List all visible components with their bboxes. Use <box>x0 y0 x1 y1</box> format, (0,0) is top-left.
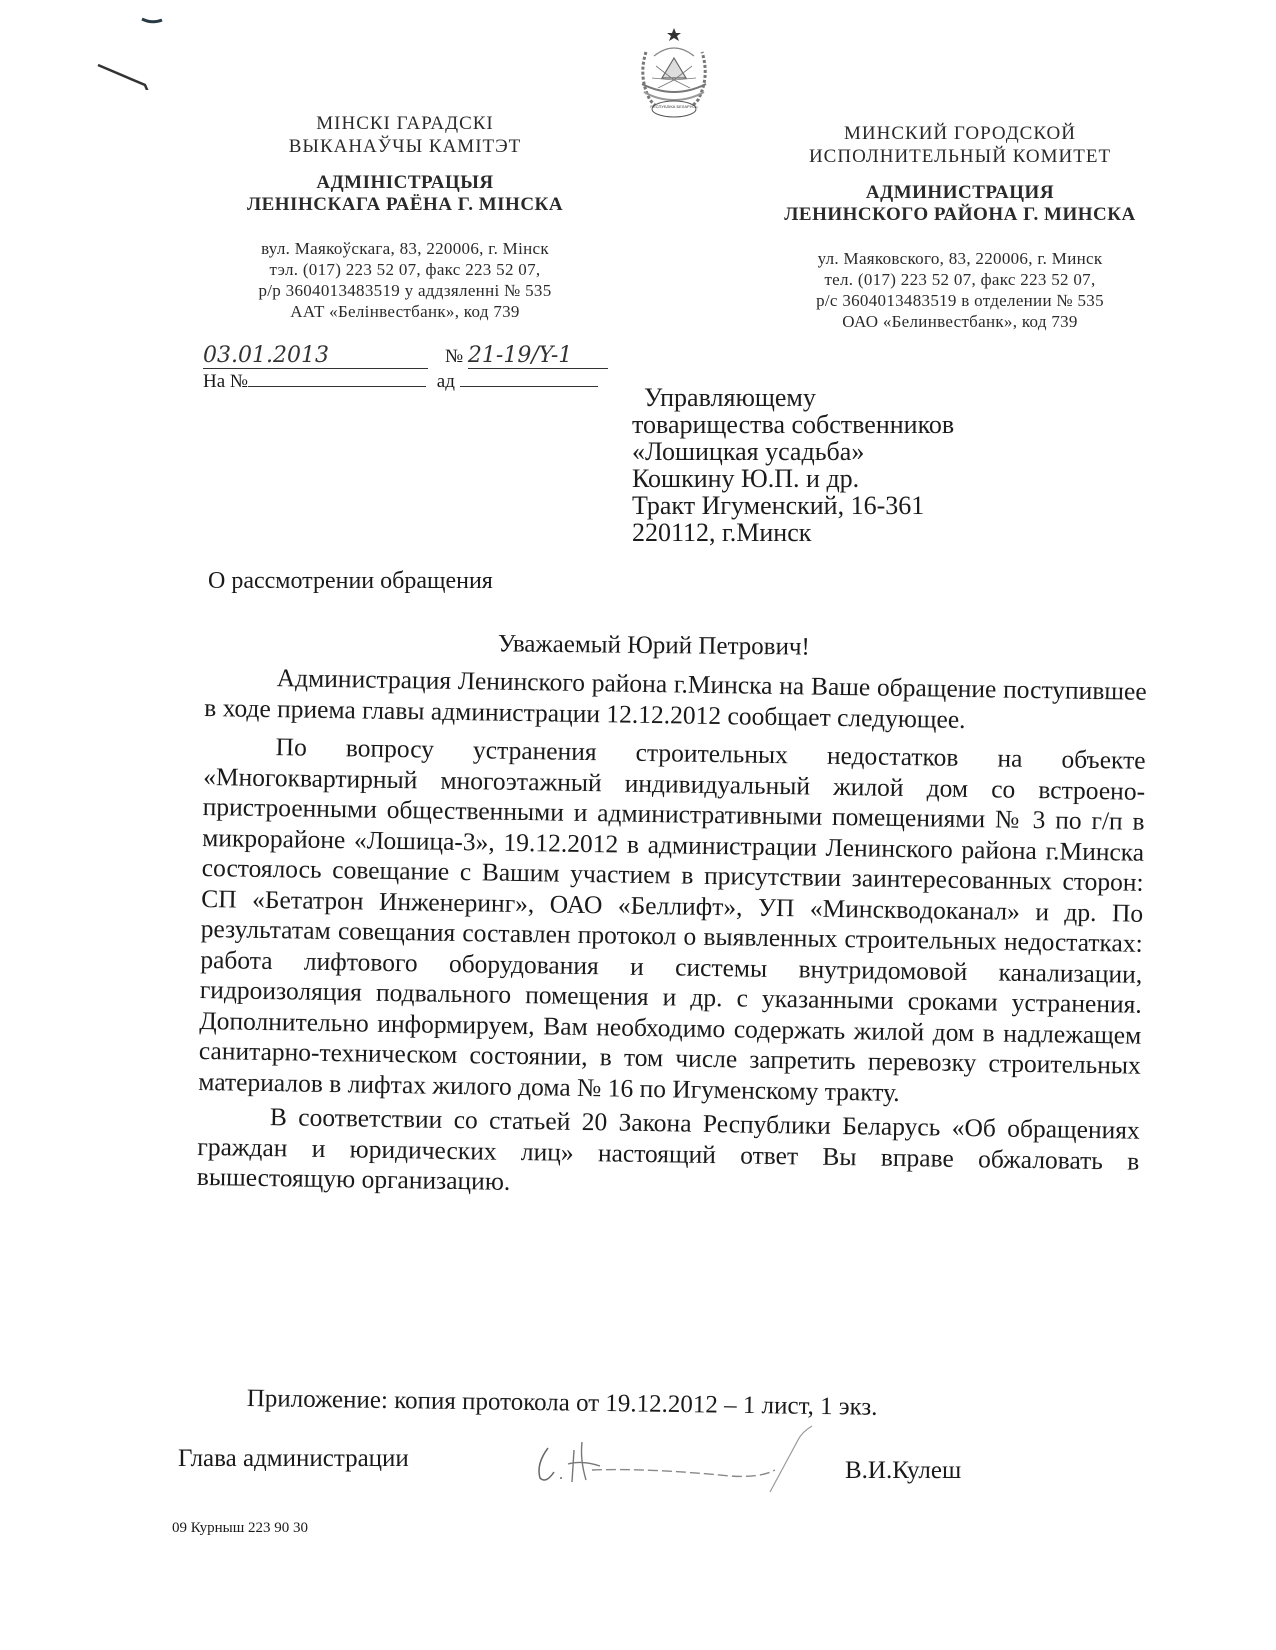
registration-number-label: № <box>445 346 464 367</box>
paragraph: В соответствии со статьей 20 Закона Республики Беларусь «Об обращениях граждан и юридических лиц» настоящий ответ Вы вправе обжаловать в вышестоящую организацию. <box>196 1102 1140 1196</box>
recipient-line: «Лошицкая усадьба» <box>632 437 865 466</box>
paragraph: Администрация Ленинского района г.Минска на Ваше обращение поступившее в ходе приема главы администрации 12.12.2012 сообщает следующее. <box>204 663 1147 734</box>
executor-info: 09 Курныш 223 90 30 <box>172 1520 309 1536</box>
header-right-committee-2: ИСПОЛНИТЕЛЬНЫЙ КОМИТЕТ <box>808 146 1112 167</box>
header-left <box>210 112 600 322</box>
attachment-line: Приложение: копия протокола от 19.12.2012 – 1 лист, 1 экз. <box>246 1385 878 1421</box>
recipient-line: Кошкину Ю.П. и др. <box>632 464 860 493</box>
recipient-line: Управляющему <box>644 383 816 412</box>
registration-number-field <box>445 343 608 369</box>
header-right <box>760 122 1160 332</box>
header-right-address-3: р/с 3604013483519 в отделении № 535 <box>816 291 1104 310</box>
header-left-address-4: ААТ «Белінвестбанк», код 739 <box>290 302 520 321</box>
reply-number-label: На № <box>203 371 249 392</box>
subject-line: О рассмотрении обращения <box>208 568 493 594</box>
header-left-committee-2: ВЫКАНАЎЧЫ КАМІТЭТ <box>288 136 522 157</box>
header-left-address-1: вул. Маякоўскага, 83, 220006, г. Мінск <box>261 239 549 258</box>
header-left-admin-1: АДМІНІСТРАЦЫЯ <box>316 172 494 193</box>
signer-name: В.И.Кулеш <box>845 1457 962 1484</box>
header-left-committee-1: МІНСКІ ГАРАДСКІ <box>316 113 494 134</box>
header-right-address-2: тел. (017) 223 52 07, факс 223 52 07, <box>824 270 1096 289</box>
crest-label: РЕСПУБЛІКА БЕЛАРУСЬ <box>650 104 698 109</box>
header-right-address-4: ОАО «Белинвестбанк», код 739 <box>842 312 1078 331</box>
coat-of-arms-icon <box>628 22 720 122</box>
recipient-line: 220112, г.Минск <box>632 518 812 547</box>
registration-date-field <box>203 343 428 369</box>
recipient-line: Тракт Игуменский, 16-361 <box>632 491 925 520</box>
salutation: Уважаемый Юрий Петрович! <box>497 630 810 661</box>
signer-position: Глава администрации <box>178 1445 409 1472</box>
paragraph: По вопросу устранения строительных недостатков на объекте «Многоквартирный многоэтажный индивидуальный жилой дом со встроено-пристроенными общественными и административными помещениями № 3 по г/п в микрорайоне «Лошица-3», 19.12.2012 в администрации Ленинского района г.Минска состоялось совещание с Вашим участием в присутствии заинтересованных сторон: СП «Бетатрон Инженеринг», ОАО «Беллифт», УП «Минскводоканал» и др. По результатам совещания составлен протокол о выявленных строительных недостатках: работа лифтового оборудования и системы внутридомовой канализации, гидроизоляция подвального помещения и др. с указанными сроками устранения. Дополнительно информируем, Вам необходимо содержать жилой дом в надлежащем санитарно-техническом состоянии, в том числе запретить перевозку строительных материалов в лифтах жилого дома № 16 по Игуменскому тракту. <box>198 732 1146 1107</box>
registration-date: 03.01.2013 <box>203 343 428 369</box>
header-left-address-3: р/р 3604013483519 у аддзяленні № 535 <box>258 281 552 300</box>
registration-number: 21-19/Y-1 <box>468 343 608 369</box>
reply-from-label: ад <box>436 371 455 392</box>
header-right-admin-1: АДМИНИСТРАЦИЯ <box>865 182 1055 203</box>
handwritten-signature <box>530 1420 830 1500</box>
header-right-committee-1: МИНСКИЙ ГОРОДСКОЙ <box>844 123 1076 144</box>
recipient-line: товарищества собственников <box>632 410 955 439</box>
header-right-admin-2: ЛЕНИНСКОГО РАЙОНА Г. МИНСКА <box>784 204 1136 225</box>
recipient-block <box>632 384 954 546</box>
header-left-address-2: тэл. (017) 223 52 07, факс 223 52 07, <box>269 260 541 279</box>
header-right-address-1: ул. Маяковского, 83, 220006, г. Минск <box>817 249 1103 268</box>
reply-reference-field <box>203 368 598 393</box>
header-left-admin-2: ЛЕНІНСКАГА РАЁНА Г. МІНСКА <box>246 194 564 215</box>
margin-pen-mark <box>90 10 190 90</box>
letter-body <box>197 662 1147 1207</box>
